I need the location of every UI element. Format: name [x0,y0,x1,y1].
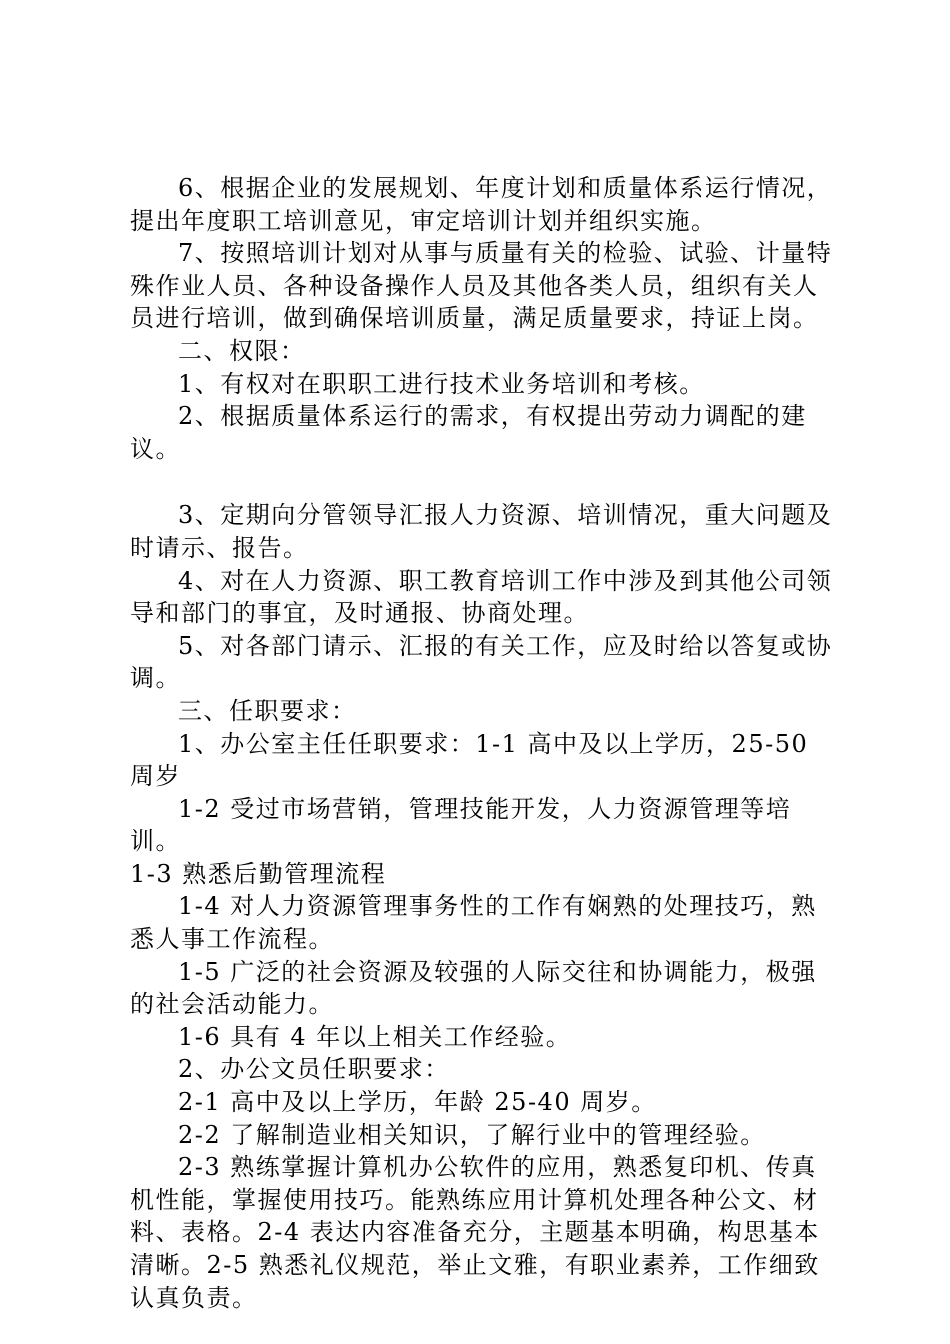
paragraph-requirement-2-2: 2-2 了解制造业相关知识，了解行业中的管理经验。 [178,1120,766,1149]
paragraph-duty-7: 7、按照培训计划对从事与质量有关的检验、试验、计量特殊作业人员、各种设备操作人员及其他各类人员，组织有关人员进行培训，做到确保培训质量，满足质量要求，持证上岗。 [130,239,833,333]
paragraph-requirement-1-5: 1-5 广泛的社会资源及较强的人际交往和协调能力，极强的社会活动能力。 [130,957,817,1019]
paragraph-director-requirements: 1、办公室主任任职要求：1-1 高中及以上学历，25-50 周岁 [130,729,809,791]
paragraph-authority-2: 2、根据质量体系运行的需求，有权提出劳动力调配的建议。 [130,402,807,463]
section-heading-authority: 二、权限： [178,336,306,365]
paragraph-duty-6: 6、根据企业的发展规划、年度计划和质量体系运行情况，提出年度职工培训意见，审定培训计划并组织实施。 [130,174,833,235]
paragraph-authority-5: 5、对各部门请示、汇报的有关工作，应及时给以答复或协调。 [130,631,833,693]
paragraph-requirement-1-6: 1-6 具有 4 年以上相关工作经验。 [178,1022,572,1051]
paragraph-clerk-requirements: 2、办公文员任职要求： [178,1055,450,1084]
paragraph-authority-4: 4、对在人力资源、职工教育培训工作中涉及到其他公司领导和部门的事宜，及时通报、协商处理。 [130,566,833,628]
section-heading-requirements: 三、任职要求： [178,696,357,725]
paragraph-requirement-1-4: 1-4 对人力资源管理事务性的工作有娴熟的处理技巧，熟悉人事工作流程。 [130,892,817,954]
paragraph-requirement-1-2: 1-2 受过市场营销，管理技能开发，人力资源管理等培训。 [130,794,792,856]
blank-line [130,465,842,499]
document-body [130,172,842,1314]
paragraph-requirement-2-1: 2-1 高中及以上学历，年龄 25-40 周岁。 [178,1088,657,1117]
paragraph-authority-1: 1、有权对在职职工进行技术业务培训和考核。 [178,369,705,398]
paragraph-authority-3: 3、定期向分管领导汇报人力资源、培训情况，重大问题及时请示、报告。 [130,501,833,562]
paragraph-requirement-1-3: 1-3 熟悉后勤管理流程 [130,859,387,888]
paragraph-requirement-2-3: 2-3 熟练掌握计算机办公软件的应用，熟悉复印机、传真机性能，掌握使用技巧。能熟练应用计算机处理各种公文、材料、表格。2-4 表达内容准备充分，主题基本明确，构思基本清晰。2-5 熟悉礼仪规范，举止文雅，有职业素养，工作细致认真负责。 [130,1153,820,1312]
